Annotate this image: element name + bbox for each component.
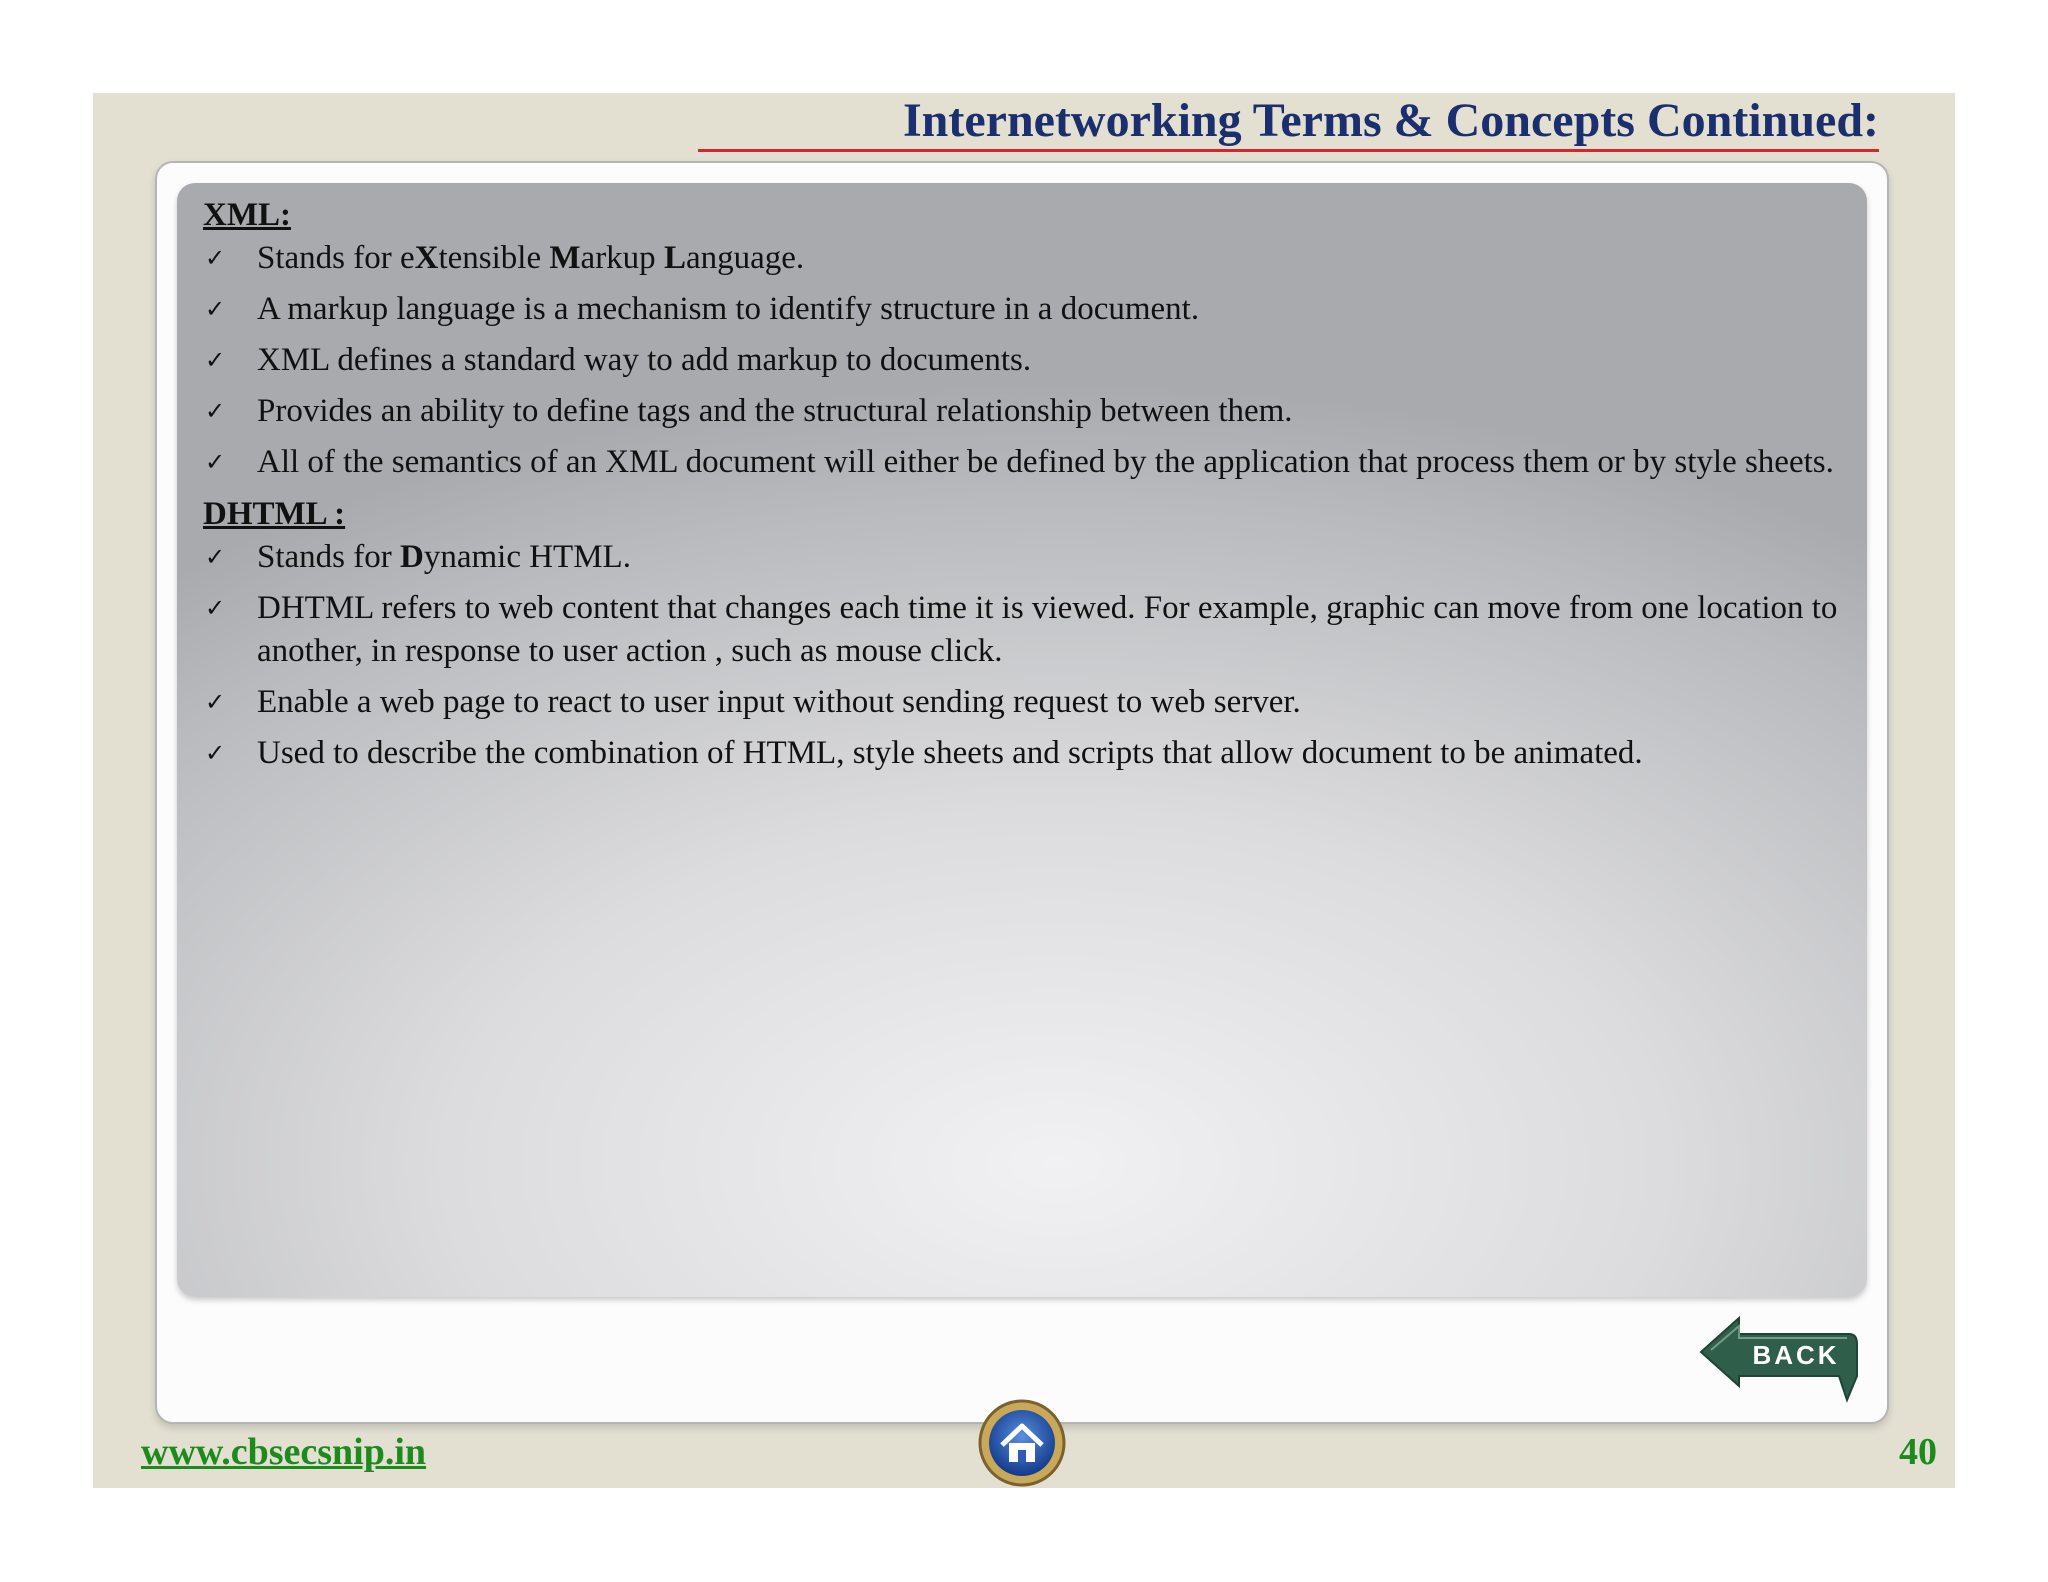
text-run: X xyxy=(414,240,439,276)
list-item xyxy=(203,390,1853,433)
content-panel xyxy=(177,183,1867,1297)
text-run: L xyxy=(663,240,686,276)
check-mark-icon: ✓ xyxy=(205,594,226,622)
check-mark-icon: ✓ xyxy=(205,244,226,272)
check-mark-icon: ✓ xyxy=(205,688,226,716)
bullet-list xyxy=(203,536,1853,775)
text-run: Provides an ability to define tags and the structural relationship between them. xyxy=(257,393,1293,429)
text-run: anguage. xyxy=(685,240,805,276)
page-number: 40 xyxy=(1899,1431,1937,1473)
text-run: XML defines a standard way to add markup to documents. xyxy=(257,342,1032,378)
bullet-list xyxy=(203,237,1853,484)
back-button[interactable] xyxy=(1699,1314,1859,1404)
check-mark-icon: ✓ xyxy=(205,295,226,323)
content-body xyxy=(203,193,1853,783)
text-run: Stands for xyxy=(257,539,400,575)
check-mark-icon: ✓ xyxy=(205,448,226,476)
list-item xyxy=(203,237,1853,280)
check-mark-icon: ✓ xyxy=(205,346,226,374)
check-mark-icon: ✓ xyxy=(205,543,226,571)
list-item xyxy=(203,441,1853,484)
section-heading: DHTML : xyxy=(203,496,346,532)
check-mark-icon: ✓ xyxy=(205,397,226,425)
list-item xyxy=(203,587,1853,673)
text-run: tensible xyxy=(438,240,550,276)
text-run: DHTML refers to web content that changes each time it is viewed. For example, graphic can move from one location to another, in response to user action , such as mouse click. xyxy=(257,590,1838,669)
section-heading: XML: xyxy=(203,197,291,233)
home-button[interactable] xyxy=(977,1398,1067,1488)
list-item xyxy=(203,339,1853,382)
text-run: Stands for e xyxy=(257,240,415,276)
text-run: D xyxy=(400,539,424,575)
text-run: All of the semantics of an XML document will either be defined by the application that process them or by style sheets. xyxy=(257,444,1834,480)
back-label: BACK xyxy=(1752,1340,1840,1370)
text-run: arkup xyxy=(580,240,664,276)
list-item xyxy=(203,681,1853,724)
content-card xyxy=(155,161,1889,1424)
title-underline xyxy=(698,149,1879,152)
list-item xyxy=(203,732,1853,775)
text-run: Used to describe the combination of HTML, style sheets and scripts that allow document to be animated. xyxy=(257,735,1643,771)
list-item xyxy=(203,288,1853,331)
text-run: Enable a web page to react to user input without sending request to web server. xyxy=(257,684,1301,720)
text-run: M xyxy=(549,240,581,276)
slide xyxy=(93,93,1955,1488)
list-item xyxy=(203,536,1853,579)
text-run: ynamic HTML. xyxy=(423,539,631,575)
check-mark-icon: ✓ xyxy=(205,739,226,767)
text-run: A markup language is a mechanism to identify structure in a document. xyxy=(257,291,1200,327)
footer-website-link[interactable]: www.cbsecsnip.in xyxy=(141,1431,427,1473)
slide-title: Internetworking Terms & Concepts Continued: xyxy=(902,94,1879,147)
